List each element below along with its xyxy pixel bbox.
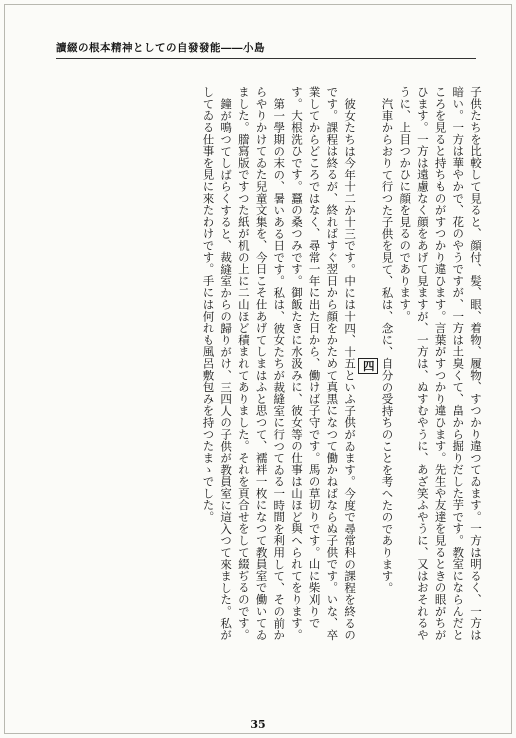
running-header: 讀綴の根本精神としての自發發能――小島 [56,42,265,54]
header-rule [56,58,476,59]
section-mark [358,86,378,646]
page-number: 35 [250,718,266,731]
paragraph: 汽車からおりて行つた子供を見て、私は、念に、自分の受持ちのことを考へたのであります。 [380,97,395,594]
paragraph: 第一學期の末の、暑いある日です。私は、彼女たちが裁縫室に行つてゐる一時間を利用して、その前からやりかけてゐた兒童文集を、今日こそ仕あげてしまはふと思つて、襦袢一枚になつて教員室で働いてゐました。謄寫版ですつた紙が机の上に二山ほど積まれてありました。それを頁合せをして綴ぢるのです。 [236,86,287,641]
paragraph: 子供たちを比較して見ると、顔付、髪、眼、着物、履物、すつかり違つてゐます。一方は明るく、一方は暗い。一方は華やかで、花のやうですが、一方は土臭くて、畠から掘りだした芋です。教室にならんだところを見ると持ちものがすつかり違ひます。言葉がすつかり違ひます。先生や友達を見るときの眼がちがひます。一方は遠慮なく顔をあげて見ますが、一方は、ぬすむやうに、あざ笑ふやうに、又はおそれるやうに、上目つかひに顔を見るのであります。 [398,86,483,641]
paragraph: 鐘が鳴つてしばらくすると、裁縫室からの歸りがけ、三四人の子供が教員室に這入つて來ました。私がしてゐる仕事を見に來たわけです。手には何れも風呂敷包みを持つたまゝでした。 [201,86,234,641]
paragraph: 彼女たちは今年十二か十三です。中には十四、十五といふ子供がゐます。今度で尋常科の課程を終るのです。課程は終るが、終ればすぐ翌日から顔をかためて真黒になつて働かねばならぬ子供です。いな、卒業してからどころではなく、尋常一年に出た日から、働けば子守です。馬の草切りです。山に柴刈りです。大根洗ひです。蠶の桑つみです。御飯たきに水汲みに、彼女等の仕事は山ほど與へられてをります。 [289,86,358,641]
section-mark-label: 四 [358,358,378,374]
body-text [56,86,484,646]
